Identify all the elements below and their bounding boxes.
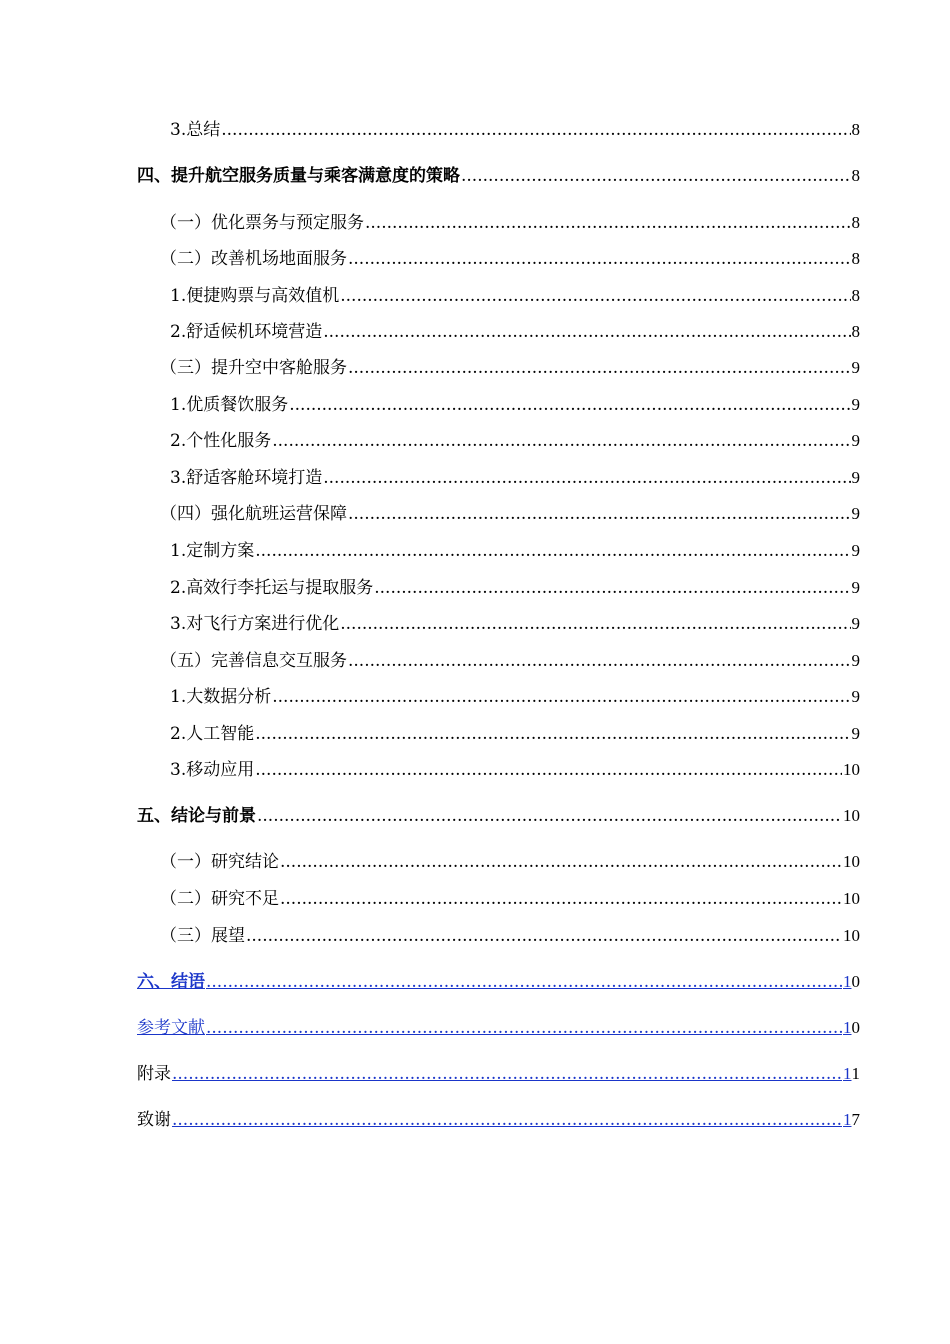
toc-entry-title: 改善机场地面服务 (211, 249, 347, 269)
toc-page-number: 8 (851, 213, 860, 232)
toc-section-number: （二） (160, 249, 211, 269)
toc-page-number: 9 (851, 614, 860, 633)
toc-entry-title: 1.便捷购票与高效值机 (170, 286, 340, 306)
toc-leader-dots (246, 925, 842, 947)
toc-entry-title: 1.优质餐饮服务 (170, 395, 289, 415)
toc-page-number: 10 (843, 889, 860, 908)
toc-link-appendix[interactable] (137, 1061, 860, 1085)
toc-page-number: 8 (851, 166, 860, 185)
toc-page-number: 10 (843, 926, 860, 945)
toc-entry-title: 优化票务与预定服务 (211, 213, 364, 233)
toc-section-number: （四） (160, 504, 211, 524)
toc-page-number: 8 (851, 249, 860, 268)
toc-page-number: 9 (851, 504, 860, 523)
toc-entry-section[interactable] (160, 923, 860, 947)
toc-link-conclusion[interactable] (137, 969, 860, 993)
toc-entry-title: 3.对飞行方案进行优化 (170, 614, 340, 634)
toc-entry-title: 2.舒适候机环境营造 (170, 322, 323, 342)
toc-chapter-number: 五、 (137, 806, 171, 826)
toc-page-number: 9 (851, 431, 860, 450)
toc-entry-title: 四、提升航空服务质量与乘客满意度的策略 (137, 166, 460, 186)
toc-leader-dots (461, 165, 851, 187)
toc-page-number: 10 (843, 760, 860, 779)
toc-entry-section[interactable] (160, 648, 860, 672)
toc-page-number-tail: 0 (851, 972, 860, 991)
toc-entry-title: 研究结论 (211, 852, 279, 872)
toc-page-number: 9 (851, 651, 860, 670)
toc-page-number: 9 (851, 468, 860, 487)
toc-leader-dots (348, 503, 851, 525)
toc-entry[interactable] (170, 575, 860, 599)
toc-section-number: （三） (160, 358, 211, 378)
toc-page-number: 8 (851, 322, 860, 341)
toc-page-number-tail: 7 (851, 1110, 860, 1129)
toc-entry-title: 结论与前景 (171, 806, 256, 826)
toc-entry[interactable] (170, 428, 860, 452)
toc-entry-title: 六、结语 (137, 972, 205, 992)
toc-leader-dots (348, 357, 851, 379)
toc-entry-section[interactable] (160, 886, 860, 910)
toc-entry[interactable] (170, 465, 860, 489)
toc-entry-title: 致谢 (137, 1110, 171, 1130)
toc-entry-title: 附录 (137, 1064, 171, 1084)
toc-entry[interactable] (170, 721, 860, 745)
toc-entry-section[interactable] (160, 501, 860, 525)
toc-leader-dots (255, 723, 850, 745)
toc-entry-title: 3.总结 (170, 120, 221, 140)
toc-leader-dots (323, 467, 850, 489)
toc-leader-dots (365, 212, 851, 234)
toc-page-number-link: 1 (843, 1064, 852, 1083)
toc-page-number-link: 1 (843, 1110, 852, 1129)
toc-entry[interactable] (170, 319, 860, 343)
toc-entry-section[interactable] (160, 849, 860, 873)
toc-entry-title: 1.大数据分析 (170, 687, 272, 707)
toc-entry-title: 完善信息交互服务 (211, 651, 347, 671)
toc-entry[interactable] (170, 538, 860, 562)
toc-entry-chapter[interactable] (137, 163, 860, 187)
toc-entry[interactable] (170, 392, 860, 416)
toc-link-acknowledgements[interactable] (137, 1107, 860, 1131)
toc-page-number: 9 (851, 541, 860, 560)
toc-leader-dots (280, 851, 842, 873)
toc-leader-dots (340, 613, 850, 635)
toc-leader-dots (348, 248, 851, 270)
toc-leader-dots (172, 1109, 842, 1131)
toc-leader-dots (374, 577, 850, 599)
toc-page-number: 8 (851, 286, 860, 305)
toc-entry-title: 提升空中客舱服务 (211, 358, 347, 378)
toc-leader-dots (272, 686, 850, 708)
toc-page-number: 9 (851, 724, 860, 743)
toc-entry-title: 参考文献 (137, 1018, 205, 1038)
toc-entry-title: 3.舒适客舱环境打造 (170, 468, 323, 488)
toc-entry-section[interactable] (160, 355, 860, 379)
toc-page-number: 10 (843, 806, 860, 825)
toc-leader-dots (257, 805, 842, 827)
toc-section-number: （一） (160, 213, 211, 233)
toc-link-references[interactable] (137, 1015, 860, 1039)
toc-entry[interactable] (170, 283, 860, 307)
toc-page-number-link: 1 (843, 1018, 852, 1037)
toc-entry-title: 展望 (211, 926, 245, 946)
toc-entry[interactable] (170, 117, 860, 141)
toc-entry-title: 2.人工智能 (170, 724, 255, 744)
toc-leader-dots (323, 321, 850, 343)
toc-leader-dots (340, 285, 850, 307)
toc-page-number: 9 (851, 358, 860, 377)
toc-leader-dots (272, 430, 850, 452)
toc-section-number: （一） (160, 852, 211, 872)
toc-section-number: （五） (160, 651, 211, 671)
toc-entry-title: 强化航班运营保障 (211, 504, 347, 524)
toc-page-number: 9 (851, 687, 860, 706)
toc-entry-chapter[interactable] (137, 803, 860, 827)
toc-entry-section[interactable] (160, 210, 860, 234)
toc-page-number: 8 (851, 120, 860, 139)
toc-entry-title: 1.定制方案 (170, 541, 255, 561)
toc-leader-dots (289, 394, 850, 416)
toc-page-number-link: 1 (843, 972, 852, 991)
toc-entry[interactable] (170, 684, 860, 708)
toc-page-number: 9 (851, 395, 860, 414)
toc-leader-dots (280, 888, 842, 910)
toc-entry-title: 2.个性化服务 (170, 431, 272, 451)
toc-leader-dots (221, 119, 850, 141)
toc-leader-dots (206, 1017, 842, 1039)
toc-leader-dots (206, 971, 842, 993)
toc-leader-dots (172, 1063, 842, 1085)
toc-entry-title: 2.高效行李托运与提取服务 (170, 578, 374, 598)
toc-entry-section[interactable] (160, 246, 860, 270)
toc-section-number: （三） (160, 926, 211, 946)
toc-page-number-tail: 0 (851, 1018, 860, 1037)
toc-leader-dots (348, 650, 851, 672)
toc-page-number: 9 (851, 578, 860, 597)
toc-entry-title: 研究不足 (211, 889, 279, 909)
toc-entry-title: 3.移动应用 (170, 760, 255, 780)
toc-leader-dots (255, 540, 850, 562)
toc-page-number: 10 (843, 852, 860, 871)
toc-leader-dots (255, 759, 842, 781)
toc-page-number-tail: 1 (851, 1064, 860, 1083)
toc-entry[interactable] (170, 757, 860, 781)
toc-entry[interactable] (170, 611, 860, 635)
toc-section-number: （二） (160, 889, 211, 909)
